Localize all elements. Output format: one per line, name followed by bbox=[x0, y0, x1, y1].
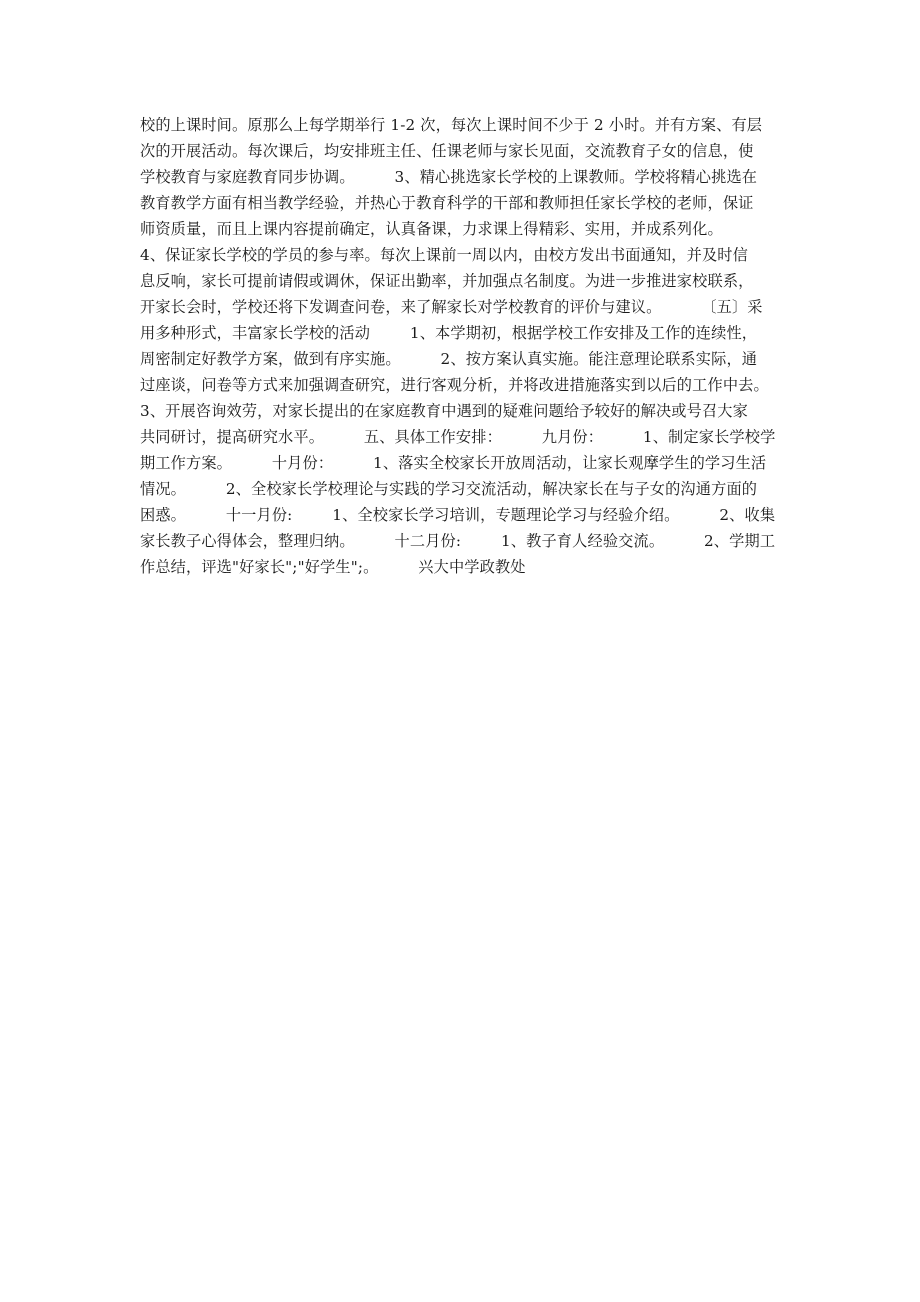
text-line: 情况。 2、全校家长学校理论与实践的学习交流活动，解决家长在与子女的沟通方面的 bbox=[140, 480, 758, 498]
text-line: 共同研讨，提高研究水平。 五、具体工作安排： 九月份： 1、制定家长学校学 bbox=[140, 428, 776, 446]
text-line: 师资质量，而且上课内容提前确定，认真备课，力求课上得精彩、实用，并成系列化。 bbox=[140, 220, 723, 238]
text-line: 校的上课时间。原那么上每学期举行 1-2 次，每次上课时间不少于 2 小时。并有方案、有层 bbox=[140, 116, 763, 134]
text-line: 3、开展咨询效劳，对家长提出的在家庭教育中遇到的疑难问题给予较好的解决或号召大家 bbox=[140, 402, 748, 420]
text-line: 家长教子心得体会，整理归纳。 十二月份: 1、教子育人经验交流。 2、学期工 bbox=[140, 532, 776, 550]
text-line: 息反响，家长可提前请假或调休，保证出勤率，并加强点名制度。为进一步推进家校联系， bbox=[140, 272, 754, 290]
text-line: 用多种形式，丰富家长学校的活动 1、本学期初，根据学校工作安排及工作的连续性， bbox=[140, 324, 758, 342]
text-line: 过座谈，问卷等方式来加强调查研究，进行客观分析，并将改进措施落实到以后的工作中去。 bbox=[140, 376, 769, 394]
text-line: 开家长会时，学校还将下发调查问卷，来了解家长对学校教育的评价与建议。 〔五〕采 bbox=[140, 298, 763, 316]
text-line: 作总结，评选"好家长";"好学生";。 兴大中学政教处 bbox=[140, 558, 526, 576]
text-line: 期工作方案。 十月份： 1、落实全校家长开放周活动，让家长观摩学生的学习生活 bbox=[140, 454, 767, 472]
text-line: 困惑。 十一月份: 1、全校家长学习培训，专题理论学习与经验介绍。 2、收集 bbox=[140, 506, 776, 524]
text-line: 学校教育与家庭教育同步协调。 3、精心挑选家长学校的上课教师。学校将精心挑选在 bbox=[140, 168, 758, 186]
text-line: 次的开展活动。每次课后，均安排班主任、任课老师与家长见面，交流教育子女的信息，使 bbox=[140, 142, 754, 160]
text-line: 教育教学方面有相当教学经验，并热心于教育科学的干部和教师担任家长学校的老师，保证 bbox=[140, 194, 754, 212]
body-text bbox=[140, 112, 800, 580]
text-line: 周密制定好教学方案，做到有序实施。 2、按方案认真实施。能注意理论联系实际，通 bbox=[140, 350, 758, 368]
text-line: 4、保证家长学校的学员的参与率。每次上课前一周以内，由校方发出书面通知，并及时信 bbox=[140, 246, 748, 264]
